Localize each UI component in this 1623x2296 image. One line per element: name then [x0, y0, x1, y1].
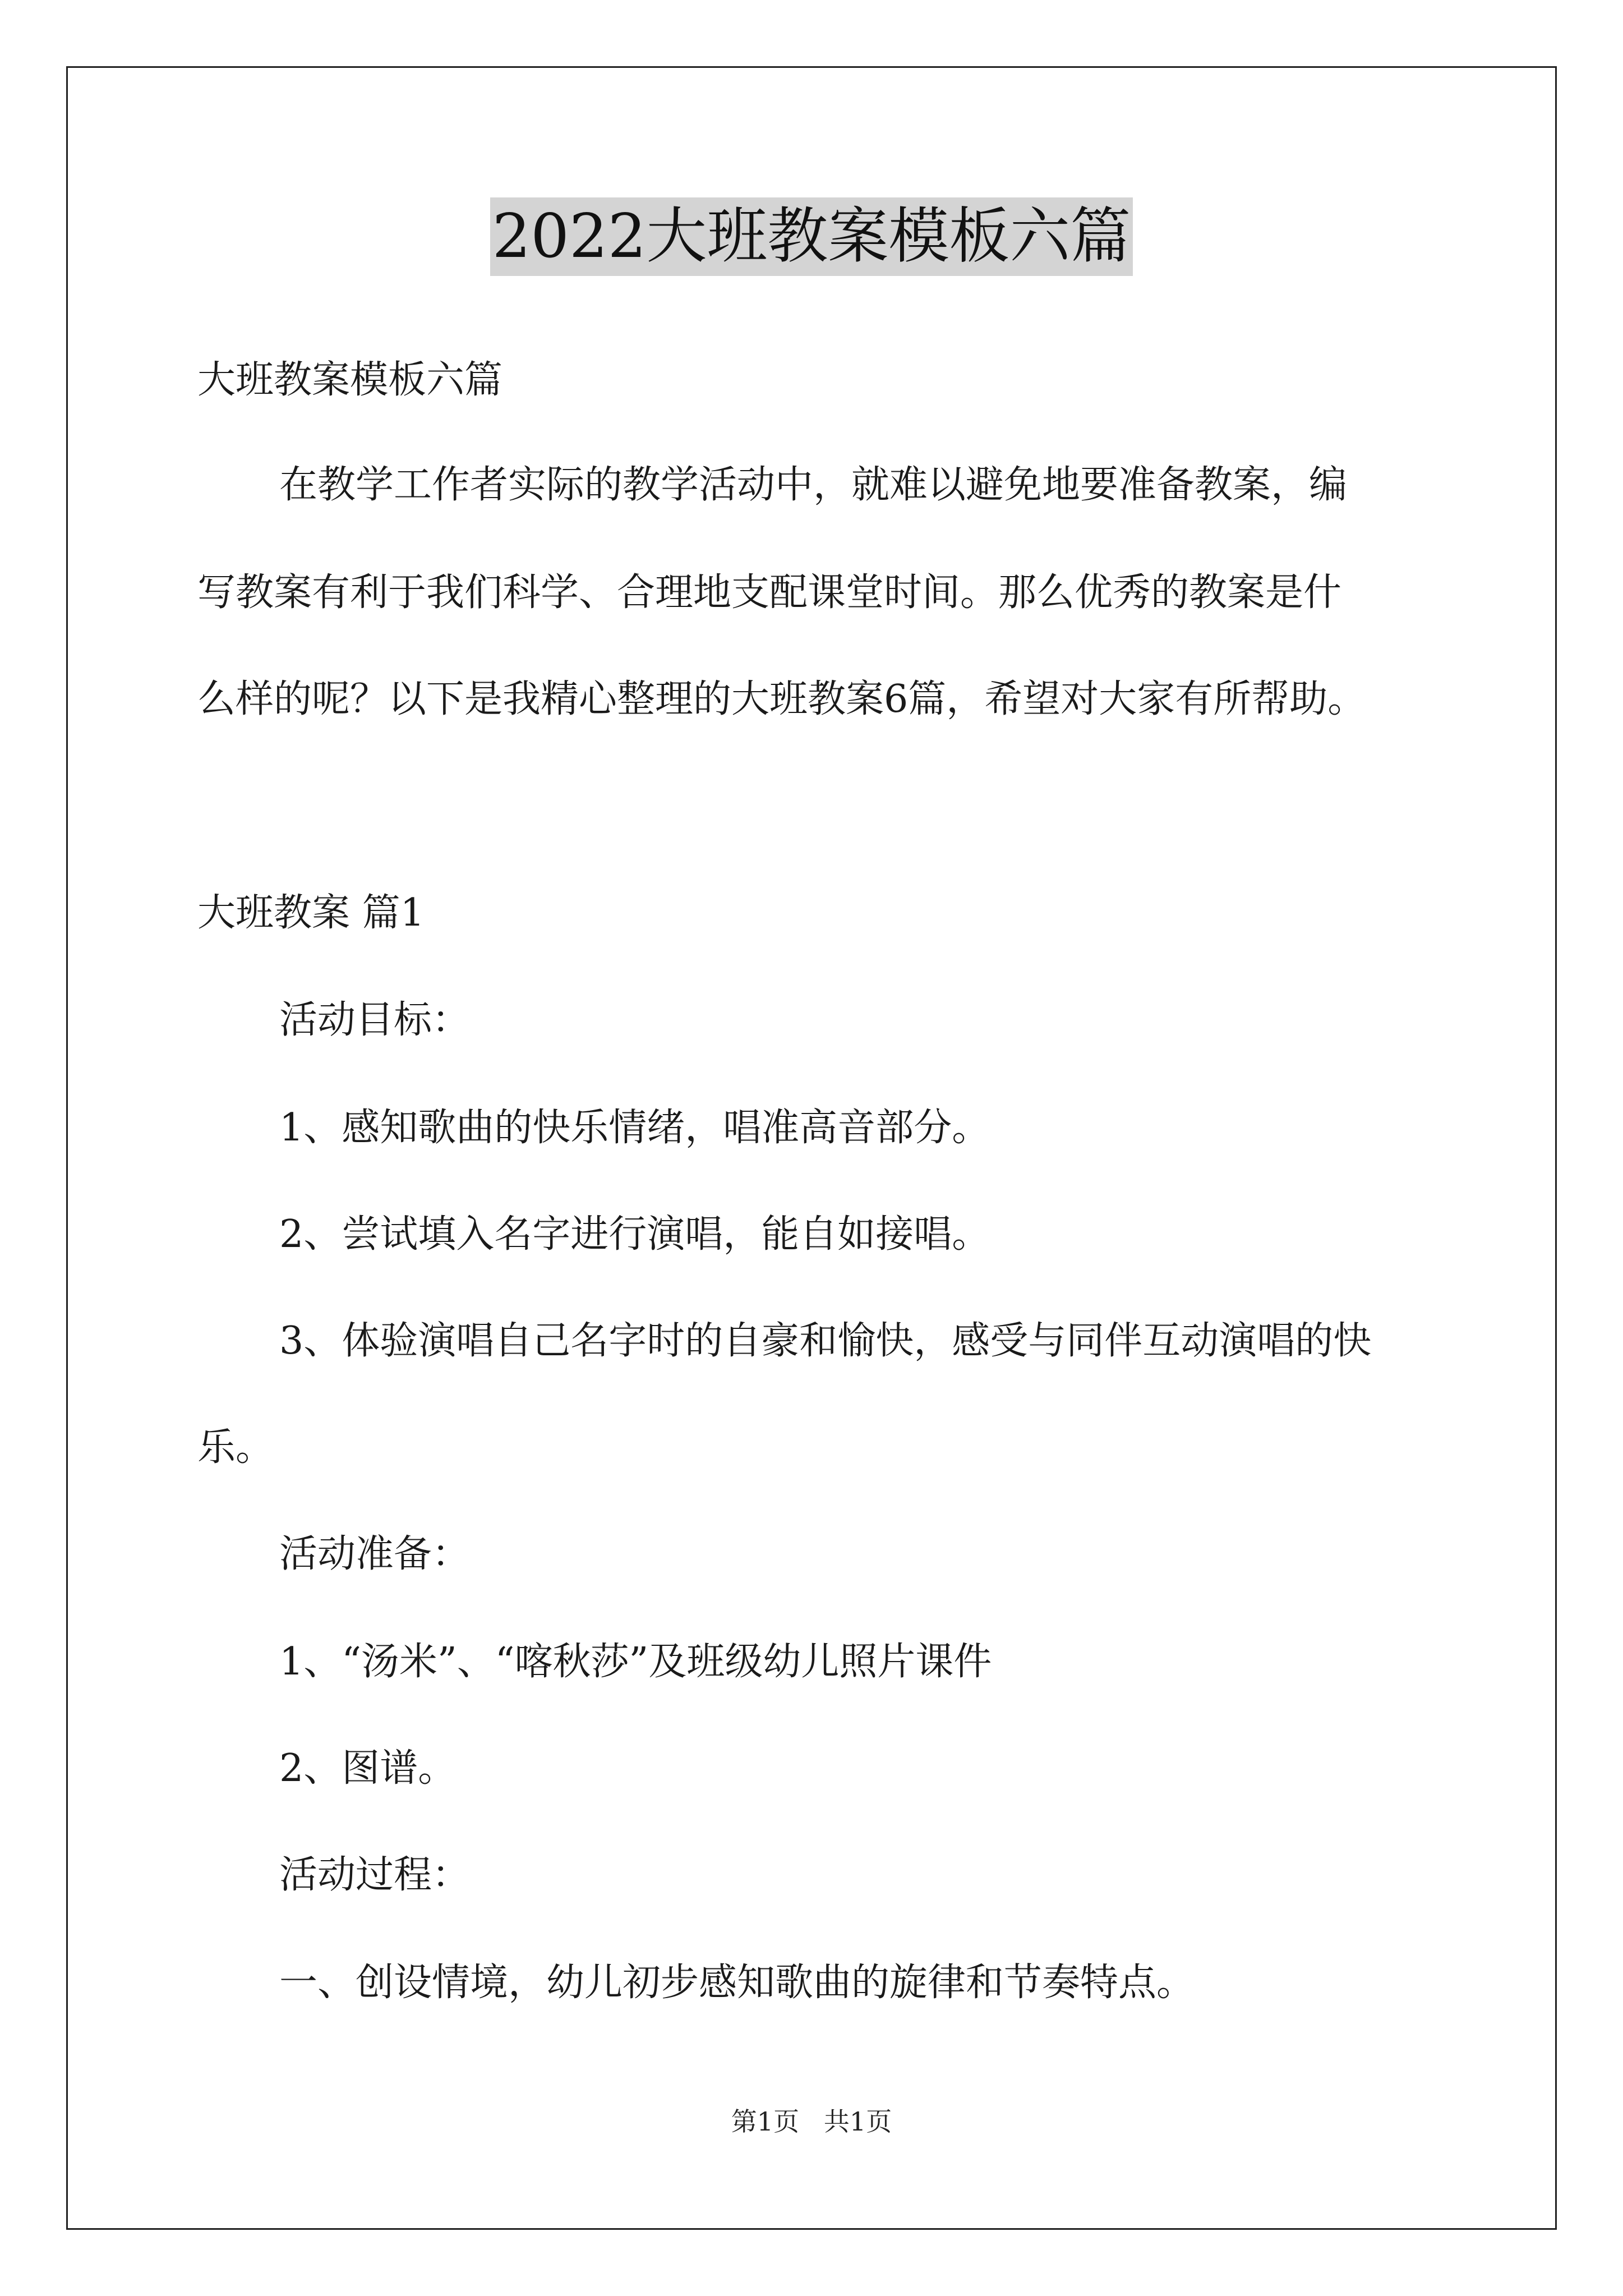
intro-line-3: 么样的呢？以下是我精心整理的大班教案6篇，希望对大家有所帮助。 — [197, 677, 1366, 721]
intro-line-1: 在教学工作者实际的教学活动中，就难以避免地要准备教案，编 — [279, 463, 1348, 507]
prep-label: 活动准备： — [279, 1532, 471, 1576]
title-block — [0, 197, 1623, 276]
document-subtitle: 大班教案模板六篇 — [197, 358, 503, 402]
goal-item-3: 3、体验演唱自己名字时的自豪和愉快，感受与同伴互动演唱的快 — [279, 1319, 1372, 1363]
intro-line-2: 写教案有利于我们科学、合理地支配课堂时间。那么优秀的教案是什 — [197, 570, 1342, 615]
page-footer: 第1页 共1页 — [731, 2106, 892, 2137]
process-item-1: 一、创设情境，幼儿初步感知歌曲的旋律和节奏特点。 — [279, 1961, 1195, 2005]
prep-item-2: 2、图谱。 — [279, 1746, 457, 1791]
section-heading: 大班教案 篇1 — [197, 891, 425, 935]
prep-item-1: 1、“汤米”、“喀秋莎”及班级幼儿照片课件 — [279, 1640, 992, 1684]
document-title: 2022大班教案模板六篇 — [490, 197, 1133, 276]
process-label: 活动过程： — [279, 1853, 471, 1897]
goal-item-1: 1、感知歌曲的快乐情绪，唱准高音部分。 — [279, 1106, 990, 1150]
goal-item-3-continued: 乐。 — [197, 1425, 274, 1470]
goal-item-2: 2、尝试填入名字进行演唱，能自如接唱。 — [279, 1212, 990, 1257]
goals-label: 活动目标： — [279, 998, 471, 1042]
